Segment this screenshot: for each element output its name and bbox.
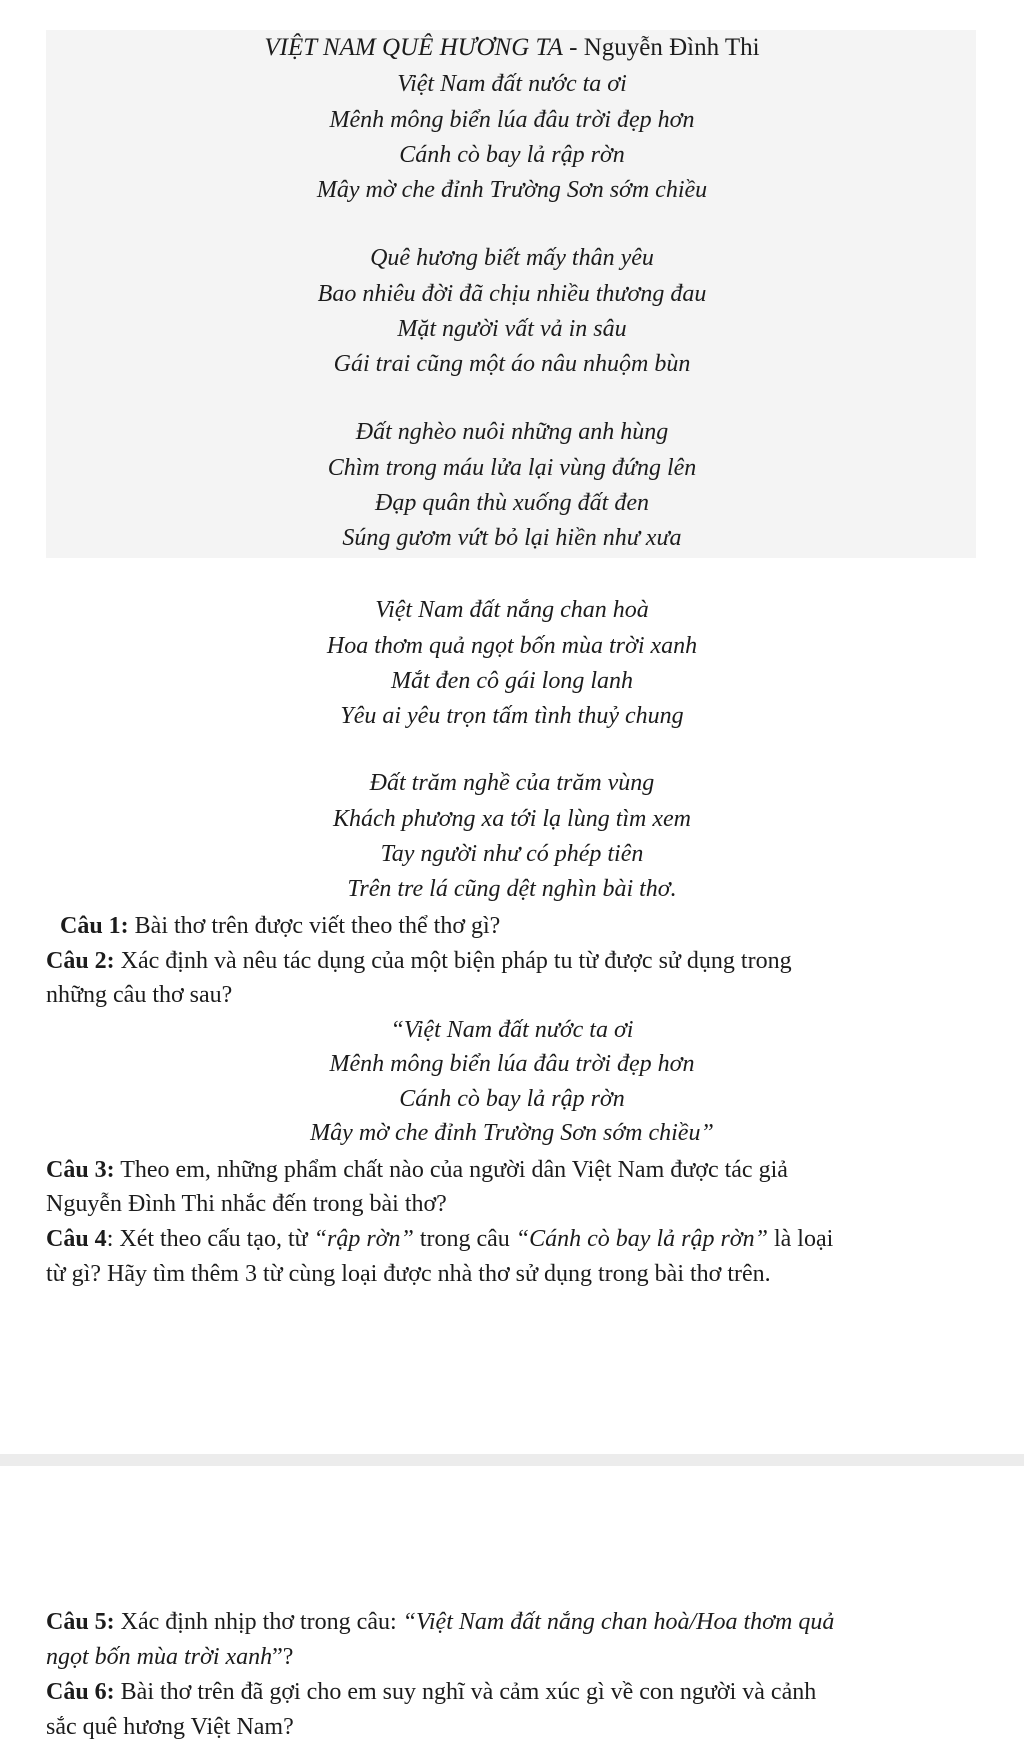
poem-line: Cánh cò bay lả rập rờn (399, 142, 625, 168)
poem-line: Chìm trong máu lửa lại vùng đứng lên (327, 455, 697, 481)
question-1 (60, 912, 500, 940)
poem-line: Mắt đen cô gái long lanh (391, 668, 633, 694)
question-5-quote: “Việt Nam đất nắng chan hoà/Hoa thơm quả (402, 1609, 835, 1635)
page-gap (0, 1454, 1024, 1466)
poem-line: Đạp quân thù xuống đất đen (375, 490, 649, 516)
poem-line: Đất nghèo nuôi những anh hùng (355, 419, 669, 445)
poem-author: Nguyễn Đình Thi (583, 34, 760, 61)
poem-line: Trên tre lá cũng dệt nghìn bài thơ. (347, 876, 677, 902)
question-3-continuation: Nguyễn Đình Thi nhắc đến trong bài thơ? (46, 1191, 447, 1217)
question-1-text: Bài thơ trên được viết theo thể thơ gì? (128, 913, 501, 939)
poem-line: Đất trăm nghề của trăm vùng (369, 770, 655, 796)
poem-line: Mây mờ che đỉnh Trường Sơn sớm chiều (316, 177, 708, 203)
poem-line: Yêu ai yêu trọn tấm tình thuỷ chung (340, 703, 684, 729)
question-4-quote: “Cánh cò bay lả rập rờn” (515, 1226, 768, 1252)
question-2-continuation: những câu thơ sau? (46, 982, 233, 1008)
question-6 (46, 1678, 816, 1706)
poem-line: Gái trai cũng một áo nâu nhuộm bùn (333, 351, 691, 377)
question-5-mark: ”? (272, 1644, 294, 1670)
title-separator: - (562, 34, 584, 61)
poem-title-name: VIỆT NAM QUÊ HƯƠNG TA (264, 34, 563, 61)
question-1-label: Câu 1: (60, 913, 129, 939)
poem-line: Hoa thơm quả ngọt bốn mùa trời xanh (326, 633, 698, 659)
poem-line: Việt Nam đất nước ta ơi (397, 71, 627, 97)
poem-line: Súng gươm vứt bỏ lại hiền như xưa (342, 525, 682, 551)
question-2 (46, 947, 792, 975)
question-3-text: Theo em, những phẩm chất nào của người dân Việt Nam được tác giả (114, 1157, 788, 1183)
question-5-quote-end: ngọt bốn mùa trời xanh (46, 1644, 273, 1670)
question-2-text: Xác định và nêu tác dụng của một biện pháp tu từ được sử dụng trong (114, 948, 792, 974)
poem-line: Khách phương xa tới lạ lùng tìm xem (333, 806, 691, 832)
question-4-text-e: là loại (767, 1226, 834, 1252)
poem-line: Tay người như có phép tiên (380, 841, 644, 867)
question-4-label: Câu 4 (46, 1226, 107, 1252)
question-2-label: Câu 2: (46, 948, 115, 974)
poem-line: Bao nhiêu đời đã chịu nhiều thương đau (317, 281, 707, 307)
question-4-term: “rập rờn” (313, 1226, 414, 1252)
poem-title (0, 34, 1024, 62)
question-3-label: Câu 3: (46, 1157, 115, 1183)
poem-line: Mặt người vất vả in sâu (397, 316, 627, 342)
poem-line: Việt Nam đất nắng chan hoà (375, 597, 649, 623)
question-5 (46, 1608, 834, 1636)
question-4-continuation: từ gì? Hãy tìm thêm 3 từ cùng loại được nhà thơ sử dụng trong bài thơ trên. (46, 1261, 771, 1287)
quoted-verse: Mây mờ che đỉnh Trường Sơn sớm chiều” (310, 1120, 714, 1146)
question-4-text-c: trong câu (413, 1226, 516, 1252)
question-6-label: Câu 6: (46, 1679, 115, 1705)
question-5-label: Câu 5: (46, 1609, 115, 1635)
quoted-verse: Mênh mông biển lúa đâu trời đẹp hơn (329, 1051, 695, 1077)
quoted-verse: “Việt Nam đất nước ta ơi (390, 1017, 634, 1043)
poem-line: Quê hương biết mấy thân yêu (370, 245, 654, 271)
question-3 (46, 1156, 788, 1184)
question-4 (46, 1225, 833, 1253)
question-5-continuation (46, 1643, 293, 1671)
question-4-text-a: : Xét theo cấu tạo, từ (106, 1226, 314, 1252)
poem-line: Mênh mông biển lúa đâu trời đẹp hơn (329, 107, 695, 133)
question-6-text: Bài thơ trên đã gợi cho em suy nghĩ và cảm xúc gì về con người và cảnh (114, 1679, 817, 1705)
quoted-verse: Cánh cò bay lả rập rờn (399, 1086, 625, 1112)
question-6-continuation: sắc quê hương Việt Nam? (46, 1714, 294, 1740)
question-5-text: Xác định nhịp thơ trong câu: (114, 1609, 403, 1635)
